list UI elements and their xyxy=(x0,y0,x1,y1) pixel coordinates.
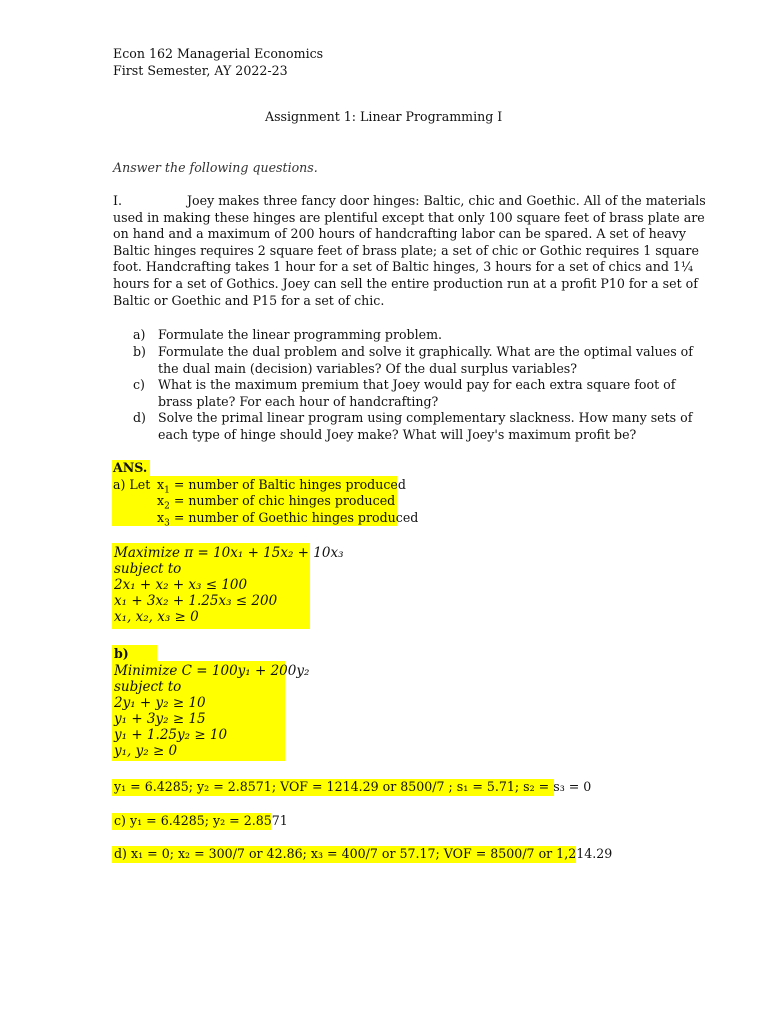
variable-def: $x_1$ = number of Baltic hinges produced xyxy=(157,477,406,496)
problem-line: Baltic hinges requires 2 square feet of brass plate; a set of chic or Gothic requires 1 square xyxy=(113,242,699,258)
primal-nonnegativity: x₁, x₂, x₃ ≥ 0 xyxy=(114,609,199,625)
variable-def: $x_2$ = number of chic hinges produced xyxy=(157,493,396,512)
answer-c-result: c) y₁ = 6.4285; y₂ = 2.8571 xyxy=(114,813,288,828)
problem-text xyxy=(113,193,706,309)
variable-def: $x_3$ = number of Goethic hinges produced xyxy=(157,510,419,529)
dual-constraint-1: 2y₁ + y₂ ≥ 10 xyxy=(114,695,206,711)
question-label: a) xyxy=(133,327,146,342)
question-line: Formulate the linear programming problem. xyxy=(158,327,443,342)
problem-line: foot. Handcrafting takes 1 hour for a set of Baltic hinges, 3 hours for a set of chics and 1¼ xyxy=(113,259,694,275)
semester: First Semester, AY 2022-23 xyxy=(113,63,288,78)
question-line: each type of hinge should Joey make? What will Joey's maximum profit be? xyxy=(158,426,637,442)
problem-line: Baltic or Goethic and P15 for a set of chic. xyxy=(113,292,385,308)
problem-line: hours for a set of Gothics. Joey can sell the entire production run at a profit P10 for a set of xyxy=(113,275,698,291)
course-name: Econ 162 Managerial Economics xyxy=(113,46,324,61)
dual-constraint-3: y₁ + 1.25y₂ ≥ 10 xyxy=(114,727,228,743)
problem-number: I. xyxy=(113,193,122,208)
problem-line: on hand and a maximum of 200 hours of handcrafting labor can be spared. A set of heavy xyxy=(113,226,686,242)
question-label: d) xyxy=(133,410,146,425)
question-b xyxy=(113,344,693,377)
dual-constraint-2: y₁ + 3y₂ ≥ 15 xyxy=(114,711,206,727)
question-label: b) xyxy=(133,344,146,359)
problem-line: used in making these hinges are plentiful except that only 100 square feet of brass plate are xyxy=(113,209,705,225)
answer-heading: ANS. xyxy=(112,460,150,477)
dual-objective: Minimize C = 100y₁ + 200y₂ xyxy=(114,663,310,679)
answer-a-label: a) Let xyxy=(113,477,151,492)
primal-constraint-2: x₁ + 3x₂ + 1.25x₃ ≤ 200 xyxy=(114,593,278,609)
primal-objective: Maximize π = 10x₁ + 15x₂ + 10x₃ xyxy=(114,545,344,561)
question-a xyxy=(113,327,442,344)
answer-d-result: d) x₁ = 0; x₂ = 300/7 or 42.86; x₃ = 400/7 or 57.17; VOF = 8500/7 or 1,214.29 xyxy=(114,846,613,861)
question-c xyxy=(113,377,675,410)
question-line: the dual main (decision) variables? Of the dual surplus variables? xyxy=(158,360,578,376)
question-line: brass plate? For each hour of handcrafting? xyxy=(158,393,439,409)
question-label: c) xyxy=(133,377,145,392)
question-line: Formulate the dual problem and solve it graphically. What are the optimal values of xyxy=(158,344,693,359)
primal-constraint-1: 2x₁ + x₂ + x₃ ≤ 100 xyxy=(114,577,248,593)
instruction: Answer the following questions. xyxy=(113,160,318,175)
question-line: What is the maximum premium that Joey would pay for each extra square foot of xyxy=(158,377,676,392)
primal-subject-to: subject to xyxy=(114,561,182,577)
problem-line: Joey makes three fancy door hinges: Baltic, chic and Goethic. All of the materials xyxy=(187,193,706,208)
question-d xyxy=(113,410,692,443)
answer-b-result: y₁ = 6.4285; y₂ = 2.8571; VOF = 1214.29 or 8500/7 ; s₁ = 5.71; s₂ = s₃ = 0 xyxy=(114,779,592,794)
dual-subject-to: subject to xyxy=(114,679,182,695)
question-line: Solve the primal linear program using complementary slackness. How many sets of xyxy=(158,410,693,425)
assignment-title: Assignment 1: Linear Programming I xyxy=(265,109,503,124)
dual-nonnegativity: y₁, y₂ ≥ 0 xyxy=(114,743,178,759)
answer-b-label: b) xyxy=(114,646,129,661)
